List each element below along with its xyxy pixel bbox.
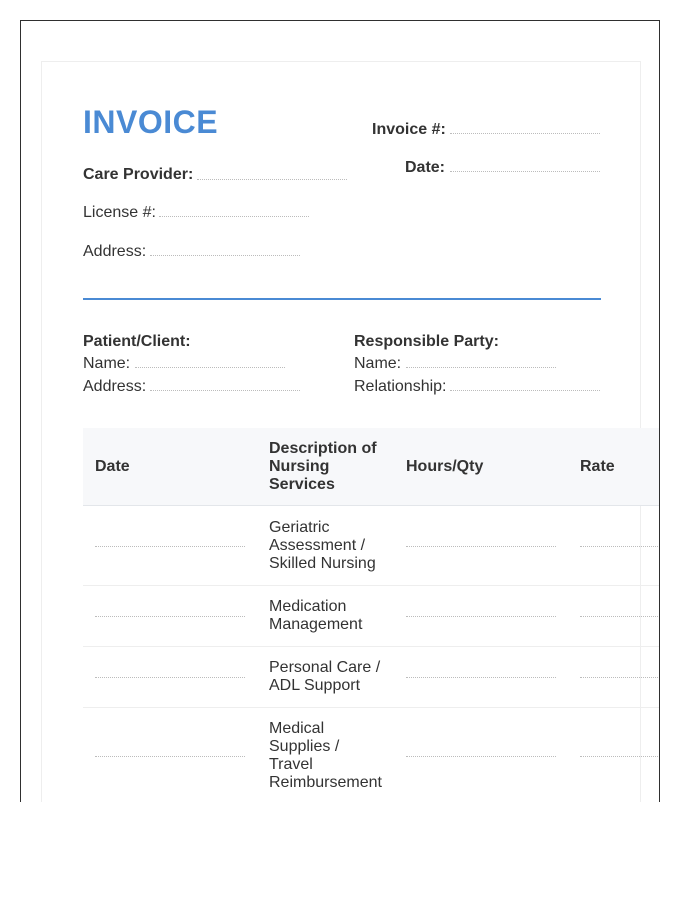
column-header-date: Date bbox=[95, 458, 130, 475]
relationship-field[interactable] bbox=[450, 390, 600, 391]
row-hours-field[interactable] bbox=[406, 677, 556, 678]
row-date-field[interactable] bbox=[95, 756, 245, 757]
table-row bbox=[83, 708, 660, 802]
column-header-description: Description of Nursing Services bbox=[269, 440, 377, 493]
row-description: Medication Management bbox=[269, 598, 363, 633]
document-frame bbox=[20, 20, 660, 802]
patient-name-field[interactable] bbox=[135, 367, 285, 368]
services-table-header bbox=[83, 428, 660, 506]
row-rate-field[interactable] bbox=[580, 546, 660, 547]
column-header-hours: Hours/Qty bbox=[406, 458, 484, 475]
table-row bbox=[83, 506, 660, 586]
responsible-heading: Responsible Party: bbox=[354, 333, 499, 350]
responsible-name-field[interactable] bbox=[406, 367, 556, 368]
row-hours-field[interactable] bbox=[406, 756, 556, 757]
row-rate-field[interactable] bbox=[580, 677, 660, 678]
license-field[interactable] bbox=[159, 216, 309, 217]
row-description: Medical Supplies / Travel Reimbursement bbox=[269, 720, 382, 791]
row-hours-field[interactable] bbox=[406, 616, 556, 617]
row-rate-field[interactable] bbox=[580, 616, 660, 617]
patient-heading: Patient/Client: bbox=[83, 333, 191, 350]
care-provider-label: Care Provider: bbox=[83, 166, 194, 183]
row-date-field[interactable] bbox=[95, 616, 245, 617]
row-description: Geriatric Assessment / Skilled Nursing bbox=[269, 519, 376, 572]
provider-address-label: Address: bbox=[83, 243, 147, 260]
invoice-number-label: Invoice #: bbox=[372, 121, 446, 138]
header-divider bbox=[83, 298, 601, 300]
license-label: License #: bbox=[83, 204, 156, 221]
invoice-number-field[interactable] bbox=[450, 133, 600, 134]
patient-name-label: Name: bbox=[83, 355, 131, 372]
table-row bbox=[83, 586, 660, 647]
row-rate-field[interactable] bbox=[580, 756, 660, 757]
row-date-field[interactable] bbox=[95, 546, 245, 547]
patient-address-field[interactable] bbox=[150, 390, 300, 391]
invoice-title: INVOICE bbox=[83, 104, 219, 140]
row-hours-field[interactable] bbox=[406, 546, 556, 547]
row-date-field[interactable] bbox=[95, 677, 245, 678]
care-provider-field[interactable] bbox=[197, 179, 347, 180]
date-label: Date: bbox=[405, 159, 446, 176]
invoice-sheet bbox=[41, 61, 641, 802]
table-row bbox=[83, 647, 660, 708]
relationship-label: Relationship: bbox=[354, 378, 447, 395]
provider-address-field[interactable] bbox=[150, 255, 300, 256]
responsible-name-label: Name: bbox=[354, 355, 402, 372]
row-description: Personal Care / ADL Support bbox=[269, 659, 381, 694]
column-header-rate: Rate bbox=[580, 458, 615, 475]
date-field[interactable] bbox=[450, 171, 600, 172]
patient-address-label: Address: bbox=[83, 378, 147, 395]
